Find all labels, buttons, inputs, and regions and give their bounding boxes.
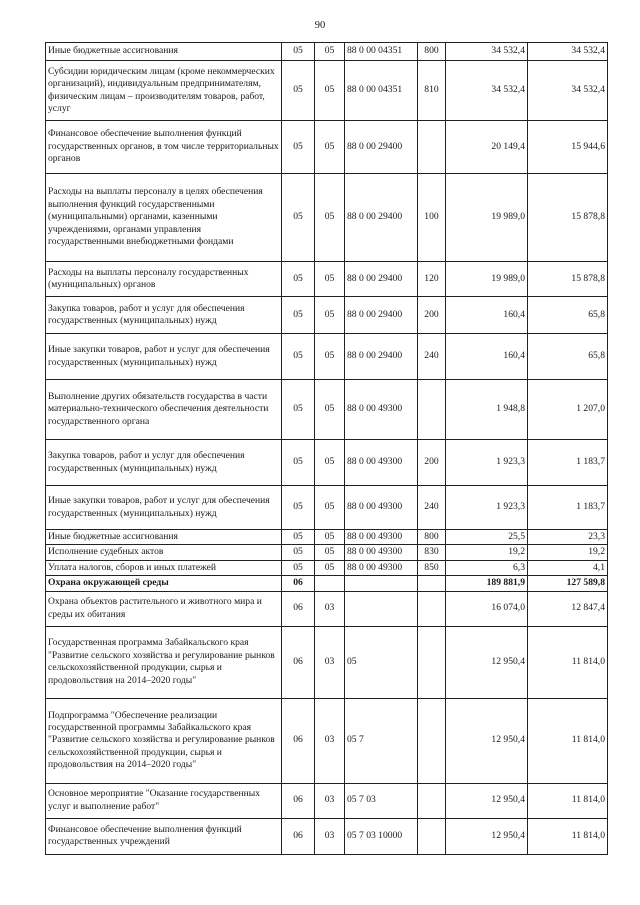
- table-row: [46, 591, 608, 626]
- row-amount-executed: 65,8: [528, 297, 608, 334]
- row-amount-planned: 19,2: [446, 545, 528, 560]
- row-amount-planned: 1 948,8: [446, 380, 528, 440]
- row-section: 05: [282, 297, 315, 334]
- row-target-article: 88 0 00 29400: [345, 334, 418, 380]
- row-amount-planned: 12 950,4: [446, 626, 528, 698]
- table-row: [46, 486, 608, 530]
- row-subsection: 05: [315, 121, 345, 174]
- row-target-article: 05: [345, 626, 418, 698]
- row-subsection: 05: [315, 61, 345, 121]
- row-amount-planned: 160,4: [446, 297, 528, 334]
- row-expense-type: 800: [418, 530, 446, 545]
- table-row: [46, 545, 608, 560]
- row-section: 06: [282, 818, 315, 854]
- row-expense-type: [418, 698, 446, 783]
- row-section: 05: [282, 121, 315, 174]
- row-section: 06: [282, 698, 315, 783]
- row-amount-planned: 20 149,4: [446, 121, 528, 174]
- row-subsection: 05: [315, 43, 345, 61]
- row-name: Иные закупки товаров, работ и услуг для обеспечения государственных (муниципальных) нужд: [46, 334, 282, 380]
- row-amount-planned: 34 532,4: [446, 61, 528, 121]
- row-expense-type: [418, 121, 446, 174]
- row-name: Выполнение других обязательств государства в части материально-технического обеспечения деятельности государственного органа: [46, 380, 282, 440]
- row-amount-executed: 11 814,0: [528, 818, 608, 854]
- row-section: 06: [282, 576, 315, 591]
- row-name: Субсидии юридическим лицам (кроме некоммерческих организаций), индивидуальным предпринимателям, физическим лицам – производителям товаров, работ, услуг: [46, 61, 282, 121]
- budget-table: [45, 42, 608, 855]
- row-amount-executed: 34 532,4: [528, 43, 608, 61]
- row-subsection: 03: [315, 591, 345, 626]
- row-section: 05: [282, 545, 315, 560]
- table-row: [46, 440, 608, 486]
- page-number: 90: [314, 20, 326, 31]
- row-expense-type: 800: [418, 43, 446, 61]
- row-amount-planned: 16 074,0: [446, 591, 528, 626]
- row-section: 05: [282, 440, 315, 486]
- row-name: Расходы на выплаты персоналу в целях обеспечения выполнения функций государственными (муниципальными) органами, казенными учреждениями, органами управления государственными внебюджетными фондами: [46, 174, 282, 262]
- row-amount-executed: 23,3: [528, 530, 608, 545]
- row-subsection: 03: [315, 698, 345, 783]
- row-expense-type: [418, 626, 446, 698]
- row-target-article: 05 7 03: [345, 783, 418, 818]
- row-amount-executed: 11 814,0: [528, 626, 608, 698]
- row-name: Подпрограмма "Обеспечение реализации государственной программы Забайкальского края "Развитие сельского хозяйства и регулирование рынков сельскохозяйственной продукции, сырья и продовольствия на 2014–2020 годы": [46, 698, 282, 783]
- row-subsection: 05: [315, 560, 345, 575]
- row-section: 06: [282, 626, 315, 698]
- row-amount-planned: 189 881,9: [446, 576, 528, 591]
- row-expense-type: 200: [418, 440, 446, 486]
- row-section: 05: [282, 380, 315, 440]
- row-amount-executed: 4,1: [528, 560, 608, 575]
- row-expense-type: [418, 818, 446, 854]
- row-subsection: 05: [315, 297, 345, 334]
- table-row: [46, 530, 608, 545]
- table-row: [46, 626, 608, 698]
- row-amount-executed: 19,2: [528, 545, 608, 560]
- row-subsection: 05: [315, 262, 345, 297]
- row-amount-executed: 127 589,8: [528, 576, 608, 591]
- row-section: 05: [282, 334, 315, 380]
- row-section: 05: [282, 262, 315, 297]
- row-amount-executed: 15 878,8: [528, 262, 608, 297]
- row-expense-type: 830: [418, 545, 446, 560]
- row-amount-planned: 12 950,4: [446, 783, 528, 818]
- row-amount-planned: 12 950,4: [446, 698, 528, 783]
- row-target-article: 88 0 00 29400: [345, 262, 418, 297]
- row-amount-executed: 15 944,6: [528, 121, 608, 174]
- row-subsection: [315, 576, 345, 591]
- row-target-article: 88 0 00 04351: [345, 43, 418, 61]
- row-name: Уплата налогов, сборов и иных платежей: [46, 560, 282, 575]
- row-name: Исполнение судебных актов: [46, 545, 282, 560]
- row-amount-executed: 12 847,4: [528, 591, 608, 626]
- row-expense-type: [418, 576, 446, 591]
- row-amount-executed: 15 878,8: [528, 174, 608, 262]
- row-subsection: 05: [315, 334, 345, 380]
- row-section: 05: [282, 43, 315, 61]
- row-target-article: [345, 576, 418, 591]
- row-expense-type: 810: [418, 61, 446, 121]
- table-row: [46, 698, 608, 783]
- row-amount-executed: 34 532,4: [528, 61, 608, 121]
- table-row: [46, 560, 608, 575]
- row-subsection: 03: [315, 818, 345, 854]
- table-row: [46, 43, 608, 61]
- row-expense-type: [418, 380, 446, 440]
- row-amount-executed: 1 183,7: [528, 486, 608, 530]
- row-subsection: 05: [315, 174, 345, 262]
- row-target-article: 88 0 00 49300: [345, 380, 418, 440]
- row-subsection: 05: [315, 486, 345, 530]
- table-row: [46, 262, 608, 297]
- row-name: Охрана объектов растительного и животного мира и среды их обитания: [46, 591, 282, 626]
- row-expense-type: [418, 591, 446, 626]
- row-amount-planned: 19 989,0: [446, 262, 528, 297]
- row-amount-planned: 1 923,3: [446, 440, 528, 486]
- row-amount-planned: 25,5: [446, 530, 528, 545]
- row-target-article: 88 0 00 04351: [345, 61, 418, 121]
- row-name: Основное мероприятие "Оказание государственных услуг и выполнение работ": [46, 783, 282, 818]
- row-section: 05: [282, 174, 315, 262]
- row-target-article: 05 7 03 10000: [345, 818, 418, 854]
- table-row: [46, 121, 608, 174]
- row-section: 06: [282, 783, 315, 818]
- row-amount-planned: 12 950,4: [446, 818, 528, 854]
- row-target-article: [345, 591, 418, 626]
- row-subsection: 05: [315, 440, 345, 486]
- row-expense-type: [418, 783, 446, 818]
- row-amount-executed: 11 814,0: [528, 698, 608, 783]
- row-subsection: 05: [315, 380, 345, 440]
- row-expense-type: 240: [418, 334, 446, 380]
- row-section: 05: [282, 560, 315, 575]
- table-row: [46, 174, 608, 262]
- row-name: Иные закупки товаров, работ и услуг для обеспечения государственных (муниципальных) нужд: [46, 486, 282, 530]
- row-section: 05: [282, 530, 315, 545]
- table-row: [46, 334, 608, 380]
- row-amount-planned: 160,4: [446, 334, 528, 380]
- table-row: [46, 783, 608, 818]
- row-section: 05: [282, 61, 315, 121]
- row-target-article: 88 0 00 29400: [345, 174, 418, 262]
- table-row: [46, 297, 608, 334]
- row-subsection: 05: [315, 545, 345, 560]
- row-target-article: 88 0 00 49300: [345, 560, 418, 575]
- row-amount-planned: 34 532,4: [446, 43, 528, 61]
- row-target-article: 88 0 00 49300: [345, 530, 418, 545]
- row-target-article: 88 0 00 49300: [345, 440, 418, 486]
- row-section: 06: [282, 591, 315, 626]
- row-amount-planned: 6,3: [446, 560, 528, 575]
- row-target-article: 88 0 00 29400: [345, 121, 418, 174]
- row-amount-planned: 19 989,0: [446, 174, 528, 262]
- row-expense-type: 120: [418, 262, 446, 297]
- row-name: Государственная программа Забайкальского края "Развитие сельского хозяйства и регулирование рынков сельскохозяйственной продукции, сырья и продовольствия на 2014–2020 годы": [46, 626, 282, 698]
- row-name: Охрана окружающей среды: [46, 576, 282, 591]
- row-target-article: 05 7: [345, 698, 418, 783]
- table-row: [46, 818, 608, 854]
- row-subsection: 03: [315, 626, 345, 698]
- table-row: [46, 61, 608, 121]
- row-amount-planned: 1 923,3: [446, 486, 528, 530]
- table-row-section-total: [46, 576, 608, 591]
- row-subsection: 05: [315, 530, 345, 545]
- row-target-article: 88 0 00 49300: [345, 486, 418, 530]
- row-name: Иные бюджетные ассигнования: [46, 530, 282, 545]
- row-name: Финансовое обеспечение выполнения функций государственных органов, в том числе территориальных органов: [46, 121, 282, 174]
- row-expense-type: 100: [418, 174, 446, 262]
- row-expense-type: 200: [418, 297, 446, 334]
- row-name: Закупка товаров, работ и услуг для обеспечения государственных (муниципальных) нужд: [46, 440, 282, 486]
- row-expense-type: 240: [418, 486, 446, 530]
- row-amount-executed: 11 814,0: [528, 783, 608, 818]
- row-name: Иные бюджетные ассигнования: [46, 43, 282, 61]
- row-section: 05: [282, 486, 315, 530]
- row-name: Расходы на выплаты персоналу государственных (муниципальных) органов: [46, 262, 282, 297]
- table-row: [46, 380, 608, 440]
- row-target-article: 88 0 00 29400: [345, 297, 418, 334]
- row-amount-executed: 1 183,7: [528, 440, 608, 486]
- row-subsection: 03: [315, 783, 345, 818]
- row-name: Закупка товаров, работ и услуг для обеспечения государственных (муниципальных) нужд: [46, 297, 282, 334]
- row-amount-executed: 65,8: [528, 334, 608, 380]
- row-name: Финансовое обеспечение выполнения функций государственных учреждений: [46, 818, 282, 854]
- row-expense-type: 850: [418, 560, 446, 575]
- row-target-article: 88 0 00 49300: [345, 545, 418, 560]
- row-amount-executed: 1 207,0: [528, 380, 608, 440]
